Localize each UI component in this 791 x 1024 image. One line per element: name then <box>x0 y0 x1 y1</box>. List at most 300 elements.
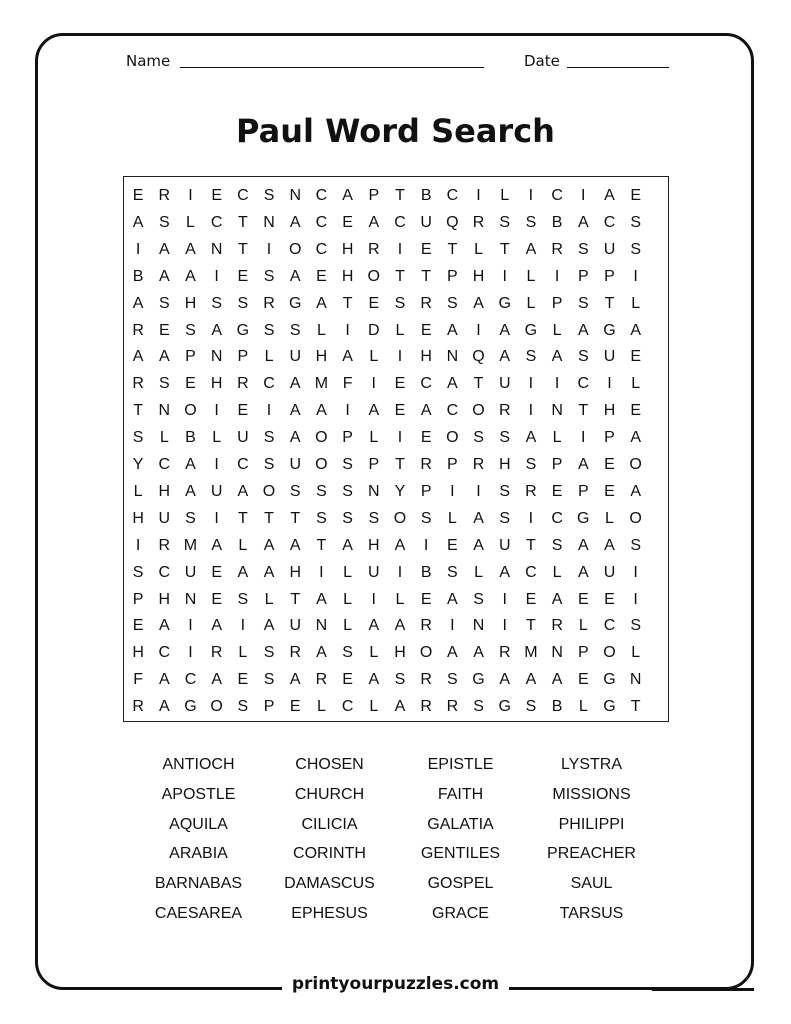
grid-letter[interactable]: H <box>420 348 432 366</box>
grid-letter[interactable]: U <box>498 375 511 393</box>
grid-letter[interactable]: N <box>289 187 301 204</box>
grid-letter[interactable]: I <box>528 187 534 204</box>
grid-letter[interactable]: H <box>472 267 485 285</box>
grid-letter[interactable]: C <box>184 671 197 689</box>
grid-letter[interactable]: I <box>266 240 272 258</box>
grid-letter[interactable]: O <box>629 509 642 527</box>
grid-letter[interactable]: P <box>420 482 432 500</box>
grid-letter[interactable]: C <box>315 187 328 204</box>
grid-letter[interactable]: N <box>184 590 197 608</box>
grid-letter[interactable]: H <box>132 509 144 527</box>
grid-letter[interactable]: T <box>578 402 589 420</box>
grid-letter[interactable]: A <box>499 321 511 339</box>
grid-letter[interactable]: R <box>158 187 171 204</box>
grid-letter[interactable]: R <box>132 375 144 393</box>
grid-letter[interactable]: G <box>577 509 590 527</box>
grid-letter[interactable]: H <box>210 375 223 393</box>
grid-letter[interactable]: R <box>525 482 537 500</box>
grid-letter[interactable]: H <box>603 402 616 420</box>
grid-letter[interactable]: O <box>629 456 642 473</box>
grid-letter[interactable]: I <box>554 267 560 285</box>
grid-letter[interactable]: I <box>476 321 481 339</box>
grid-letter[interactable]: S <box>420 509 432 527</box>
grid-letter[interactable]: H <box>158 590 171 608</box>
grid-letter[interactable]: A <box>263 617 275 635</box>
grid-letter[interactable]: R <box>158 536 171 554</box>
grid-letter[interactable]: N <box>158 402 171 420</box>
grid-letter[interactable]: N <box>472 617 485 635</box>
grid-letter[interactable]: A <box>289 375 301 393</box>
grid-letter[interactable]: S <box>473 698 484 716</box>
grid-letter[interactable]: A <box>316 590 327 608</box>
grid-letter[interactable]: A <box>473 294 484 312</box>
grid-letter[interactable]: Y <box>132 456 144 473</box>
grid-letter[interactable]: L <box>212 429 222 447</box>
grid-letter[interactable]: H <box>289 563 301 581</box>
grid-letter[interactable]: L <box>552 321 562 339</box>
grid-letter[interactable]: A <box>289 213 301 231</box>
grid-letter[interactable]: A <box>447 644 458 662</box>
grid-letter[interactable]: E <box>525 590 537 608</box>
grid-letter[interactable]: T <box>395 187 405 204</box>
grid-letter[interactable]: C <box>237 187 249 204</box>
grid-letter[interactable]: C <box>158 644 171 662</box>
grid-letter[interactable]: O <box>262 482 276 500</box>
grid-letter[interactable]: E <box>132 617 144 635</box>
grid-letter[interactable]: A <box>394 536 406 554</box>
grid-letter[interactable]: R <box>551 240 563 258</box>
grid-letter[interactable]: R <box>237 375 249 393</box>
grid-letter[interactable]: A <box>577 456 589 473</box>
grid-letter[interactable]: N <box>368 482 380 500</box>
grid-letter[interactable]: S <box>316 482 327 500</box>
grid-letter[interactable]: H <box>158 482 171 500</box>
grid-letter[interactable]: S <box>342 482 353 500</box>
grid-letter[interactable]: E <box>604 482 615 500</box>
grid-letter[interactable]: T <box>316 536 327 554</box>
grid-letter[interactable]: Q <box>472 348 485 366</box>
grid-letter[interactable]: P <box>342 429 353 447</box>
grid-letter[interactable]: A <box>630 321 641 339</box>
grid-letter[interactable]: G <box>472 671 485 689</box>
grid-letter[interactable]: E <box>420 590 432 608</box>
grid-letter[interactable]: L <box>369 698 379 716</box>
grid-letter[interactable]: R <box>551 617 563 635</box>
grid-letter[interactable]: C <box>158 456 171 473</box>
grid-letter[interactable]: E <box>316 267 327 285</box>
grid-letter[interactable]: I <box>476 482 481 500</box>
grid-letter[interactable]: A <box>551 671 563 689</box>
grid-letter[interactable]: S <box>342 456 353 473</box>
grid-letter[interactable]: A <box>630 482 641 500</box>
grid-letter[interactable]: G <box>524 321 538 339</box>
grid-letter[interactable]: A <box>289 671 301 689</box>
grid-letter[interactable]: L <box>186 213 195 231</box>
grid-letter[interactable]: H <box>184 294 197 312</box>
grid-letter[interactable]: D <box>368 321 380 339</box>
grid-letter[interactable]: L <box>631 644 641 662</box>
grid-letter[interactable]: L <box>447 509 457 527</box>
grid-letter[interactable]: A <box>185 482 196 500</box>
grid-letter[interactable]: E <box>420 321 432 339</box>
grid-letter[interactable]: O <box>315 429 328 447</box>
grid-letter[interactable]: E <box>604 590 615 608</box>
grid-letter[interactable]: N <box>446 348 459 366</box>
grid-letter[interactable]: T <box>342 294 353 312</box>
grid-letter[interactable]: A <box>525 671 537 689</box>
grid-letter[interactable]: I <box>476 187 481 204</box>
grid-letter[interactable]: A <box>473 536 484 554</box>
site-url[interactable]: printyourpuzzles.com <box>282 974 509 994</box>
grid-letter[interactable]: L <box>133 482 143 500</box>
grid-letter[interactable]: N <box>629 671 642 689</box>
grid-letter[interactable]: R <box>498 644 511 662</box>
grid-letter[interactable]: A <box>211 617 222 635</box>
grid-letter[interactable]: N <box>210 348 223 366</box>
grid-letter[interactable]: S <box>499 482 511 500</box>
grid-letter[interactable]: P <box>604 429 615 447</box>
grid-letter[interactable]: E <box>604 456 615 473</box>
grid-letter[interactable]: S <box>630 536 641 554</box>
grid-letter[interactable]: L <box>238 644 248 662</box>
grid-letter[interactable]: R <box>446 698 459 716</box>
grid-letter[interactable]: A <box>316 402 327 420</box>
grid-letter[interactable]: A <box>473 644 484 662</box>
grid-letter[interactable]: L <box>316 321 326 339</box>
grid-letter[interactable]: R <box>263 294 275 312</box>
grid-letter[interactable]: A <box>525 429 537 447</box>
grid-letter[interactable]: A <box>158 698 170 716</box>
grid-letter[interactable]: N <box>551 402 563 420</box>
grid-letter[interactable]: E <box>211 563 222 581</box>
grid-letter[interactable]: G <box>498 294 511 312</box>
grid-letter[interactable]: L <box>264 348 274 366</box>
grid-letter[interactable]: S <box>630 240 641 258</box>
grid-letter[interactable]: S <box>211 294 222 312</box>
grid-letter[interactable]: H <box>368 536 380 554</box>
grid-letter[interactable]: A <box>132 348 144 366</box>
grid-letter[interactable]: C <box>420 375 432 393</box>
grid-letter[interactable]: I <box>502 267 507 285</box>
grid-letter[interactable]: H <box>315 348 328 366</box>
grid-letter[interactable]: A <box>132 213 144 231</box>
grid-letter[interactable]: U <box>289 348 301 366</box>
grid-letter[interactable]: G <box>288 294 302 312</box>
grid-letter[interactable]: S <box>499 213 511 231</box>
grid-letter[interactable]: E <box>420 429 432 447</box>
grid-letter[interactable]: I <box>135 536 141 554</box>
grid-letter[interactable]: L <box>526 294 536 312</box>
grid-letter[interactable]: A <box>211 536 222 554</box>
grid-letter[interactable]: E <box>447 536 458 554</box>
grid-letter[interactable]: P <box>604 267 615 285</box>
grid-letter[interactable]: G <box>603 671 616 689</box>
grid-letter[interactable]: L <box>159 429 169 447</box>
grid-letter[interactable]: U <box>289 456 301 473</box>
grid-letter[interactable]: C <box>551 187 563 204</box>
grid-letter[interactable]: I <box>266 402 272 420</box>
grid-letter[interactable]: S <box>499 429 511 447</box>
grid-letter[interactable]: A <box>289 429 301 447</box>
grid-letter[interactable]: L <box>526 267 536 285</box>
grid-letter[interactable]: I <box>188 187 193 204</box>
grid-letter[interactable]: S <box>132 563 144 581</box>
grid-letter[interactable]: I <box>528 509 534 527</box>
grid-letter[interactable]: A <box>158 348 170 366</box>
grid-letter[interactable]: I <box>397 240 403 258</box>
grid-letter[interactable]: L <box>369 429 379 447</box>
grid-letter[interactable]: I <box>345 321 350 339</box>
grid-letter[interactable]: A <box>211 321 222 339</box>
grid-letter[interactable]: I <box>581 187 586 204</box>
grid-letter[interactable]: I <box>135 240 141 258</box>
grid-letter[interactable]: I <box>502 590 507 608</box>
grid-letter[interactable]: T <box>237 509 248 527</box>
grid-letter[interactable]: G <box>603 321 616 339</box>
grid-letter[interactable]: L <box>605 509 614 527</box>
grid-letter[interactable]: C <box>315 240 328 258</box>
grid-letter[interactable]: A <box>394 698 406 716</box>
grid-letter[interactable]: A <box>499 563 511 581</box>
grid-letter[interactable]: P <box>185 348 196 366</box>
grid-letter[interactable]: A <box>263 536 275 554</box>
grid-letter[interactable]: U <box>237 429 249 447</box>
grid-letter[interactable]: A <box>316 294 327 312</box>
grid-letter[interactable]: S <box>316 509 327 527</box>
grid-letter[interactable]: E <box>420 240 432 258</box>
grid-letter[interactable]: C <box>263 375 275 393</box>
grid-letter[interactable]: R <box>420 294 432 312</box>
grid-letter[interactable]: T <box>447 240 458 258</box>
grid-letter[interactable]: N <box>210 240 223 258</box>
grid-letter[interactable]: N <box>315 617 328 635</box>
grid-letter[interactable]: S <box>263 644 275 662</box>
grid-letter[interactable]: E <box>394 375 406 393</box>
grid-letter[interactable]: S <box>263 456 275 473</box>
grid-letter[interactable]: U <box>498 536 511 554</box>
grid-letter[interactable]: N <box>263 213 275 231</box>
grid-letter[interactable]: L <box>264 590 274 608</box>
grid-letter[interactable]: A <box>447 375 458 393</box>
grid-letter[interactable]: N <box>551 644 563 662</box>
grid-letter[interactable]: H <box>132 644 144 662</box>
grid-letter[interactable]: R <box>420 671 432 689</box>
grid-letter[interactable]: A <box>577 536 589 554</box>
grid-letter[interactable]: L <box>343 563 353 581</box>
grid-letter[interactable]: E <box>237 402 249 420</box>
grid-letter[interactable]: S <box>342 509 353 527</box>
grid-letter[interactable]: C <box>210 213 223 231</box>
grid-letter[interactable]: C <box>525 563 537 581</box>
grid-letter[interactable]: A <box>604 536 615 554</box>
grid-letter[interactable]: I <box>371 590 376 608</box>
grid-letter[interactable]: O <box>603 644 616 662</box>
grid-letter[interactable]: A <box>237 482 249 500</box>
grid-letter[interactable]: S <box>263 429 275 447</box>
grid-letter[interactable]: L <box>631 294 641 312</box>
grid-letter[interactable]: G <box>236 321 250 339</box>
grid-letter[interactable]: S <box>577 240 589 258</box>
grid-letter[interactable]: P <box>368 456 380 473</box>
grid-letter[interactable]: A <box>630 429 641 447</box>
grid-letter[interactable]: S <box>551 536 563 554</box>
grid-letter[interactable]: R <box>210 644 223 662</box>
grid-letter[interactable]: E <box>577 671 589 689</box>
grid-letter[interactable]: I <box>397 563 403 581</box>
grid-letter[interactable]: P <box>263 698 275 716</box>
grid-letter[interactable]: A <box>447 321 458 339</box>
grid-letter[interactable]: L <box>238 536 248 554</box>
grid-letter[interactable]: A <box>185 240 196 258</box>
grid-letter[interactable]: A <box>551 590 563 608</box>
grid-letter[interactable]: H <box>341 267 354 285</box>
grid-letter[interactable]: L <box>500 187 510 204</box>
grid-letter[interactable]: L <box>631 375 641 393</box>
grid-letter[interactable]: C <box>603 617 616 635</box>
grid-letter[interactable]: E <box>342 671 353 689</box>
grid-letter[interactable]: A <box>158 617 170 635</box>
grid-letter[interactable]: E <box>342 213 353 231</box>
grid-letter[interactable]: A <box>551 348 563 366</box>
grid-letter[interactable]: T <box>264 509 274 527</box>
grid-letter[interactable]: A <box>368 402 380 420</box>
grid-letter[interactable]: S <box>394 294 406 312</box>
grid-letter[interactable]: C <box>551 509 563 527</box>
grid-letter[interactable]: T <box>133 402 143 420</box>
grid-letter[interactable]: P <box>132 590 144 608</box>
grid-letter[interactable]: C <box>237 456 249 473</box>
grid-letter[interactable]: I <box>450 617 455 635</box>
grid-letter[interactable]: O <box>210 698 223 716</box>
grid-letter[interactable]: S <box>237 698 249 716</box>
grid-letter[interactable]: A <box>158 671 170 689</box>
grid-letter[interactable]: A <box>577 321 589 339</box>
grid-letter[interactable]: O <box>393 509 407 527</box>
grid-letter[interactable]: I <box>502 617 507 635</box>
grid-letter[interactable]: S <box>289 321 301 339</box>
grid-letter[interactable]: A <box>368 617 380 635</box>
grid-letter[interactable]: O <box>288 240 302 258</box>
grid-letter[interactable]: S <box>577 294 589 312</box>
grid-letter[interactable]: L <box>395 321 405 339</box>
grid-letter[interactable]: L <box>343 590 353 608</box>
grid-letter[interactable]: T <box>630 698 641 716</box>
grid-letter[interactable]: I <box>450 482 455 500</box>
grid-letter[interactable]: B <box>132 267 144 285</box>
grid-letter[interactable]: T <box>473 375 484 393</box>
grid-letter[interactable]: P <box>577 267 589 285</box>
grid-letter[interactable]: T <box>290 509 301 527</box>
grid-letter[interactable]: S <box>263 671 275 689</box>
grid-letter[interactable]: I <box>214 402 219 420</box>
grid-letter[interactable]: H <box>394 644 406 662</box>
grid-letter[interactable]: S <box>525 698 537 716</box>
grid-letter[interactable]: S <box>342 644 353 662</box>
grid-letter[interactable]: R <box>132 321 144 339</box>
grid-letter[interactable]: S <box>263 321 275 339</box>
grid-letter[interactable]: I <box>528 402 534 420</box>
grid-letter[interactable]: S <box>237 590 249 608</box>
grid-letter[interactable]: L <box>369 348 379 366</box>
grid-letter[interactable]: R <box>420 698 432 716</box>
grid-letter[interactable]: E <box>551 482 563 500</box>
grid-letter[interactable]: R <box>420 456 432 473</box>
grid-letter[interactable]: O <box>472 402 485 420</box>
grid-letter[interactable]: S <box>185 509 196 527</box>
grid-letter[interactable]: U <box>420 213 432 231</box>
grid-letter[interactable]: I <box>397 348 403 366</box>
grid-letter[interactable]: T <box>526 536 536 554</box>
grid-letter[interactable]: C <box>577 375 590 393</box>
grid-letter[interactable]: L <box>395 590 405 608</box>
grid-letter[interactable]: S <box>289 482 301 500</box>
grid-letter[interactable]: A <box>132 294 144 312</box>
grid-letter[interactable]: S <box>447 563 458 581</box>
grid-letter[interactable]: S <box>525 348 537 366</box>
grid-letter[interactable]: G <box>184 698 197 716</box>
grid-letter[interactable]: M <box>524 644 538 662</box>
grid-letter[interactable]: B <box>551 698 563 716</box>
grid-letter[interactable]: S <box>630 617 641 635</box>
grid-letter[interactable]: A <box>368 671 380 689</box>
grid-letter[interactable]: S <box>473 590 484 608</box>
grid-letter[interactable]: A <box>342 187 353 204</box>
grid-letter[interactable]: O <box>446 429 459 447</box>
grid-letter[interactable]: A <box>342 348 353 366</box>
grid-letter[interactable]: A <box>499 671 511 689</box>
grid-letter[interactable]: I <box>188 644 193 662</box>
grid-letter[interactable]: P <box>577 644 589 662</box>
date-field-line[interactable] <box>567 67 669 68</box>
grid-letter[interactable]: A <box>289 536 301 554</box>
grid-letter[interactable]: B <box>420 187 432 204</box>
grid-letter[interactable]: T <box>421 267 432 285</box>
grid-letter[interactable]: S <box>499 509 511 527</box>
grid-letter[interactable]: E <box>394 402 406 420</box>
grid-letter[interactable]: S <box>263 187 275 204</box>
grid-letter[interactable]: S <box>158 294 170 312</box>
grid-letter[interactable]: A <box>394 617 406 635</box>
grid-letter[interactable]: I <box>188 617 193 635</box>
grid-letter[interactable]: Y <box>394 482 406 500</box>
grid-letter[interactable]: T <box>499 240 510 258</box>
grid-letter[interactable]: A <box>420 402 432 420</box>
grid-letter[interactable]: U <box>368 563 380 581</box>
grid-letter[interactable]: U <box>158 509 171 527</box>
grid-letter[interactable]: L <box>578 698 588 716</box>
grid-letter[interactable]: T <box>237 240 248 258</box>
grid-letter[interactable]: P <box>368 187 380 204</box>
grid-letter[interactable]: S <box>577 348 589 366</box>
grid-letter[interactable]: E <box>237 267 249 285</box>
grid-letter[interactable]: A <box>263 563 275 581</box>
grid-letter[interactable]: R <box>472 456 485 473</box>
grid-letter[interactable]: U <box>184 563 197 581</box>
grid-letter[interactable]: E <box>630 187 641 204</box>
grid-letter[interactable]: O <box>315 456 328 473</box>
grid-letter[interactable]: C <box>394 213 406 231</box>
grid-letter[interactable]: R <box>289 644 301 662</box>
grid-letter[interactable]: O <box>419 644 433 662</box>
grid-letter[interactable]: A <box>289 267 301 285</box>
grid-letter[interactable]: S <box>447 294 458 312</box>
grid-letter[interactable]: C <box>603 213 616 231</box>
grid-letter[interactable]: A <box>158 267 170 285</box>
grid-letter[interactable]: A <box>447 590 458 608</box>
grid-letter[interactable]: U <box>210 482 223 500</box>
grid-letter[interactable]: P <box>551 456 563 473</box>
grid-letter[interactable]: A <box>499 348 511 366</box>
